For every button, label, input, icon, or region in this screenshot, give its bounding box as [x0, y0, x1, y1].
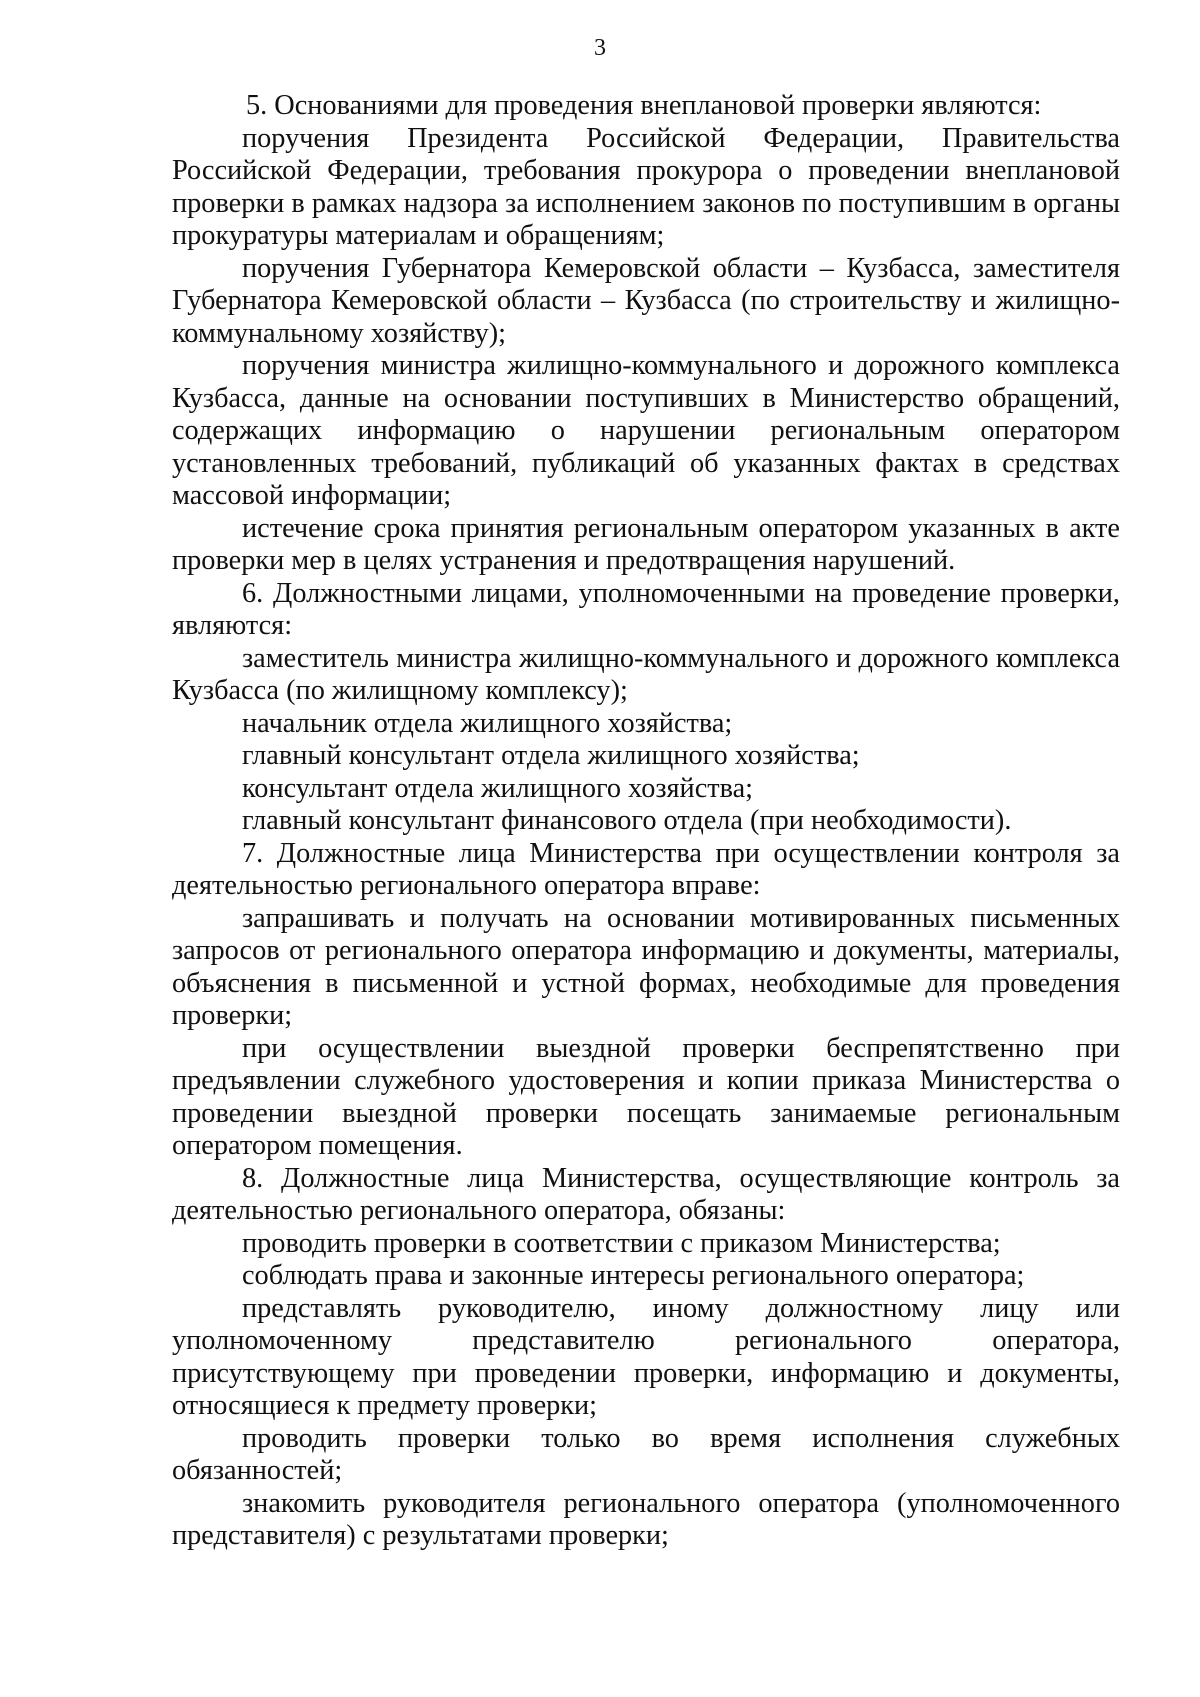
paragraph-item: проводить проверки только во время исполнения служебных обязанностей;: [172, 1422, 1120, 1486]
paragraph-item: соблюдать права и законные интересы регионального оператора;: [242, 1260, 1025, 1291]
paragraph-item: запрашивать и получать на основании мотивированных письменных запросов от регионального оператора информацию и документы, материалы, объяснения в письменной и устной формах, необходимые для проведения проверки;: [172, 902, 1120, 1031]
paragraph-item: поручения министра жилищно-коммунального и дорожного комплекса Кузбасса, данные на основании поступивших в Министерство обращений, содержащих информацию о нарушении региональным оператором установленных требований, публикаций об указанных фактах в средствах массовой информации;: [172, 350, 1120, 511]
paragraph-5-heading: 5. Основаниями для проведения внеплановой проверки являются:: [246, 90, 1042, 121]
paragraph-item: консультант отдела жилищного хозяйства;: [242, 772, 754, 804]
paragraph-item: начальник отдела жилищного хозяйства;: [242, 707, 733, 739]
paragraph-item: знакомить руководителя регионального оператора (уполномоченного представителя) с результатами проверки;: [172, 1487, 1120, 1551]
paragraph-item: поручения Губернатора Кемеровской области – Кузбасса, заместителя Губернатора Кемеровской области – Кузбасса (по строительству и жилищно-коммунальному хозяйству);: [172, 252, 1120, 349]
paragraph-item: заместитель министра жилищно-коммунального и дорожного комплекса Кузбасса (по жилищному комплексу);: [172, 642, 1120, 706]
paragraph-8-heading: 8. Должностные лица Министерства, осуществляющие контроль за деятельностью регионального оператора, обязаны:: [172, 1162, 1120, 1226]
paragraph-item: главный консультант отдела жилищного хозяйства;: [242, 740, 860, 771]
paragraph-6-heading: 6. Должностными лицами, уполномоченными на проведение проверки, являются:: [172, 577, 1120, 641]
paragraph-item: истечение срока принятия региональным оператором указанных в акте проверки мер в целях устранения и предотвращения нарушений.: [172, 512, 1120, 576]
paragraph-item: главный консультант финансового отдела (при необходимости).: [242, 805, 1012, 836]
page-number: 3: [594, 35, 606, 61]
paragraph-item: представлять руководителю, иному должностному лицу или уполномоченному представителю регионального оператора, присутствующему при проведении проверки, информацию и документы, относящиеся к предмету проверки;: [172, 1292, 1120, 1421]
document-body: [172, 90, 1120, 1553]
paragraph-7-heading: 7. Должностные лица Министерства при осуществлении контроля за деятельностью регионального оператора вправе:: [172, 837, 1120, 901]
paragraph-item: поручения Президента Российской Федерации, Правительства Российской Федерации, требования прокурора о проведении внеплановой проверки в рамках надзора за исполнением законов по поступившим в органы прокуратуры материалам и обращениям;: [172, 122, 1120, 251]
paragraph-item: при осуществлении выездной проверки беспрепятственно при предъявлении служебного удостоверения и копии приказа Министерства о проведении выездной проверки посещать занимаемые региональным оператором помещения.: [172, 1032, 1120, 1161]
paragraph-item: проводить проверки в соответствии с приказом Министерства;: [242, 1227, 1001, 1259]
